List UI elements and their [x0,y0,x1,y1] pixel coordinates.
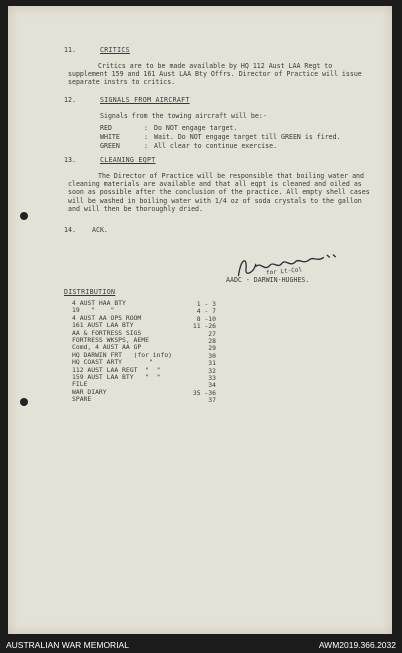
signal-color: WHITE [100,133,120,141]
signal-meaning: Wait. Do NOT engage target till GREEN is fired. [154,133,341,141]
section-11-heading: CRITICS [100,46,130,54]
signal-color: RED [100,124,112,132]
distribution-row-copies: 35 -36 [192,388,216,397]
distribution-row-name: 112 AUST LAA REGT " " [72,365,161,374]
section-13-heading: CLEANING EQPT [100,156,156,164]
distribution-row-name: 161 AUST LAA BTY [72,321,134,330]
signal-colon: : [144,133,148,141]
distribution-row-name: 4 AUST AA OPS ROOM [72,313,142,322]
distribution-row-copies: 1 - 3 [196,300,216,308]
distribution-row-copies: 33 [208,374,216,382]
signature-rank: for Lt-Col [265,266,303,277]
distribution-row-name: HQ COAST ARTY " [72,358,153,367]
punch-hole [20,212,28,220]
section-12-intro: Signals from the towing aircraft will be:- [100,112,267,120]
signatory-title: AADC - DARWIN-HUGHES. [226,276,310,284]
distribution-row-name: HQ DARWIN FRT (for info) [72,350,173,359]
distribution-row-name: 19 " " [72,306,115,315]
distribution-row-copies: 8 -10 [196,314,216,323]
distribution-row-name: SPARE [72,395,92,404]
signal-meaning: All clear to continue exercise. [154,142,278,150]
distribution-row-name: 159 AUST LAA BTY " " [72,373,161,381]
distribution-row-name: FILE [72,380,88,389]
distribution-row-copies: 11 -26 [192,322,216,331]
distribution-row-name: FORTRESS WKSPS, AEME [72,336,149,344]
distribution-row-copies: 27 [208,329,216,338]
distribution-row-copies: 31 [208,359,216,368]
distribution-row-copies: 30 [208,351,216,360]
section-13-number: 13. [64,156,76,164]
section-12-number: 12. [64,96,76,104]
distribution-row-copies: 28 [208,337,216,345]
distribution-row-copies: 32 [208,366,216,375]
distribution-row-name: 4 AUST HAA BTY [72,299,126,307]
distribution-row-name: Comd, 4 AUST AA GP [72,343,142,352]
distribution-row-copies: 34 [208,381,216,390]
section-11-number: 11. [64,46,76,54]
archive-footer [0,638,402,653]
distribution-row-copies: 37 [208,396,216,405]
section-14-number: 14. [64,226,76,234]
punch-hole [20,398,28,406]
distribution-heading: DISTRIBUTION [64,288,116,296]
distribution-row-copies: 4 - 7 [196,307,216,316]
signal-colon: : [144,124,148,132]
signal-meaning: Do NOT engage target. [154,124,238,132]
distribution-row-name: AA & FORTRESS SIGS [72,328,142,337]
section-13-text: The Director of Practice will be responsible that boiling water and cleaning materials are available and that all eqpt is cleaned and oiled as soon as possible after the conclusion of the practice. All empty shell cases will be washed in boiling water with 1/4 oz of soda crystals to the gallon and will then be thoroughly dried. [68,172,370,213]
section-14-text: ACK. [92,226,108,234]
document-page [8,6,392,634]
section-11-text: Critics are to be made available by HQ 112 Aust LAA Regt to supplement 159 and 161 Aust LAA Bty Offrs. Director of Practice will issue separate instrs to critics. [68,62,362,87]
footer-accession-number: AWM2019.366.2032 [318,640,396,650]
distribution-row-copies: 29 [208,344,216,353]
signal-colon: : [144,142,148,150]
footer-institution: AUSTRALIAN WAR MEMORIAL [6,640,129,650]
section-12-heading: SIGNALS FROM AIRCRAFT [100,96,190,104]
signal-color: GREEN [100,142,120,150]
distribution-row-name: WAR DIARY [72,387,107,396]
